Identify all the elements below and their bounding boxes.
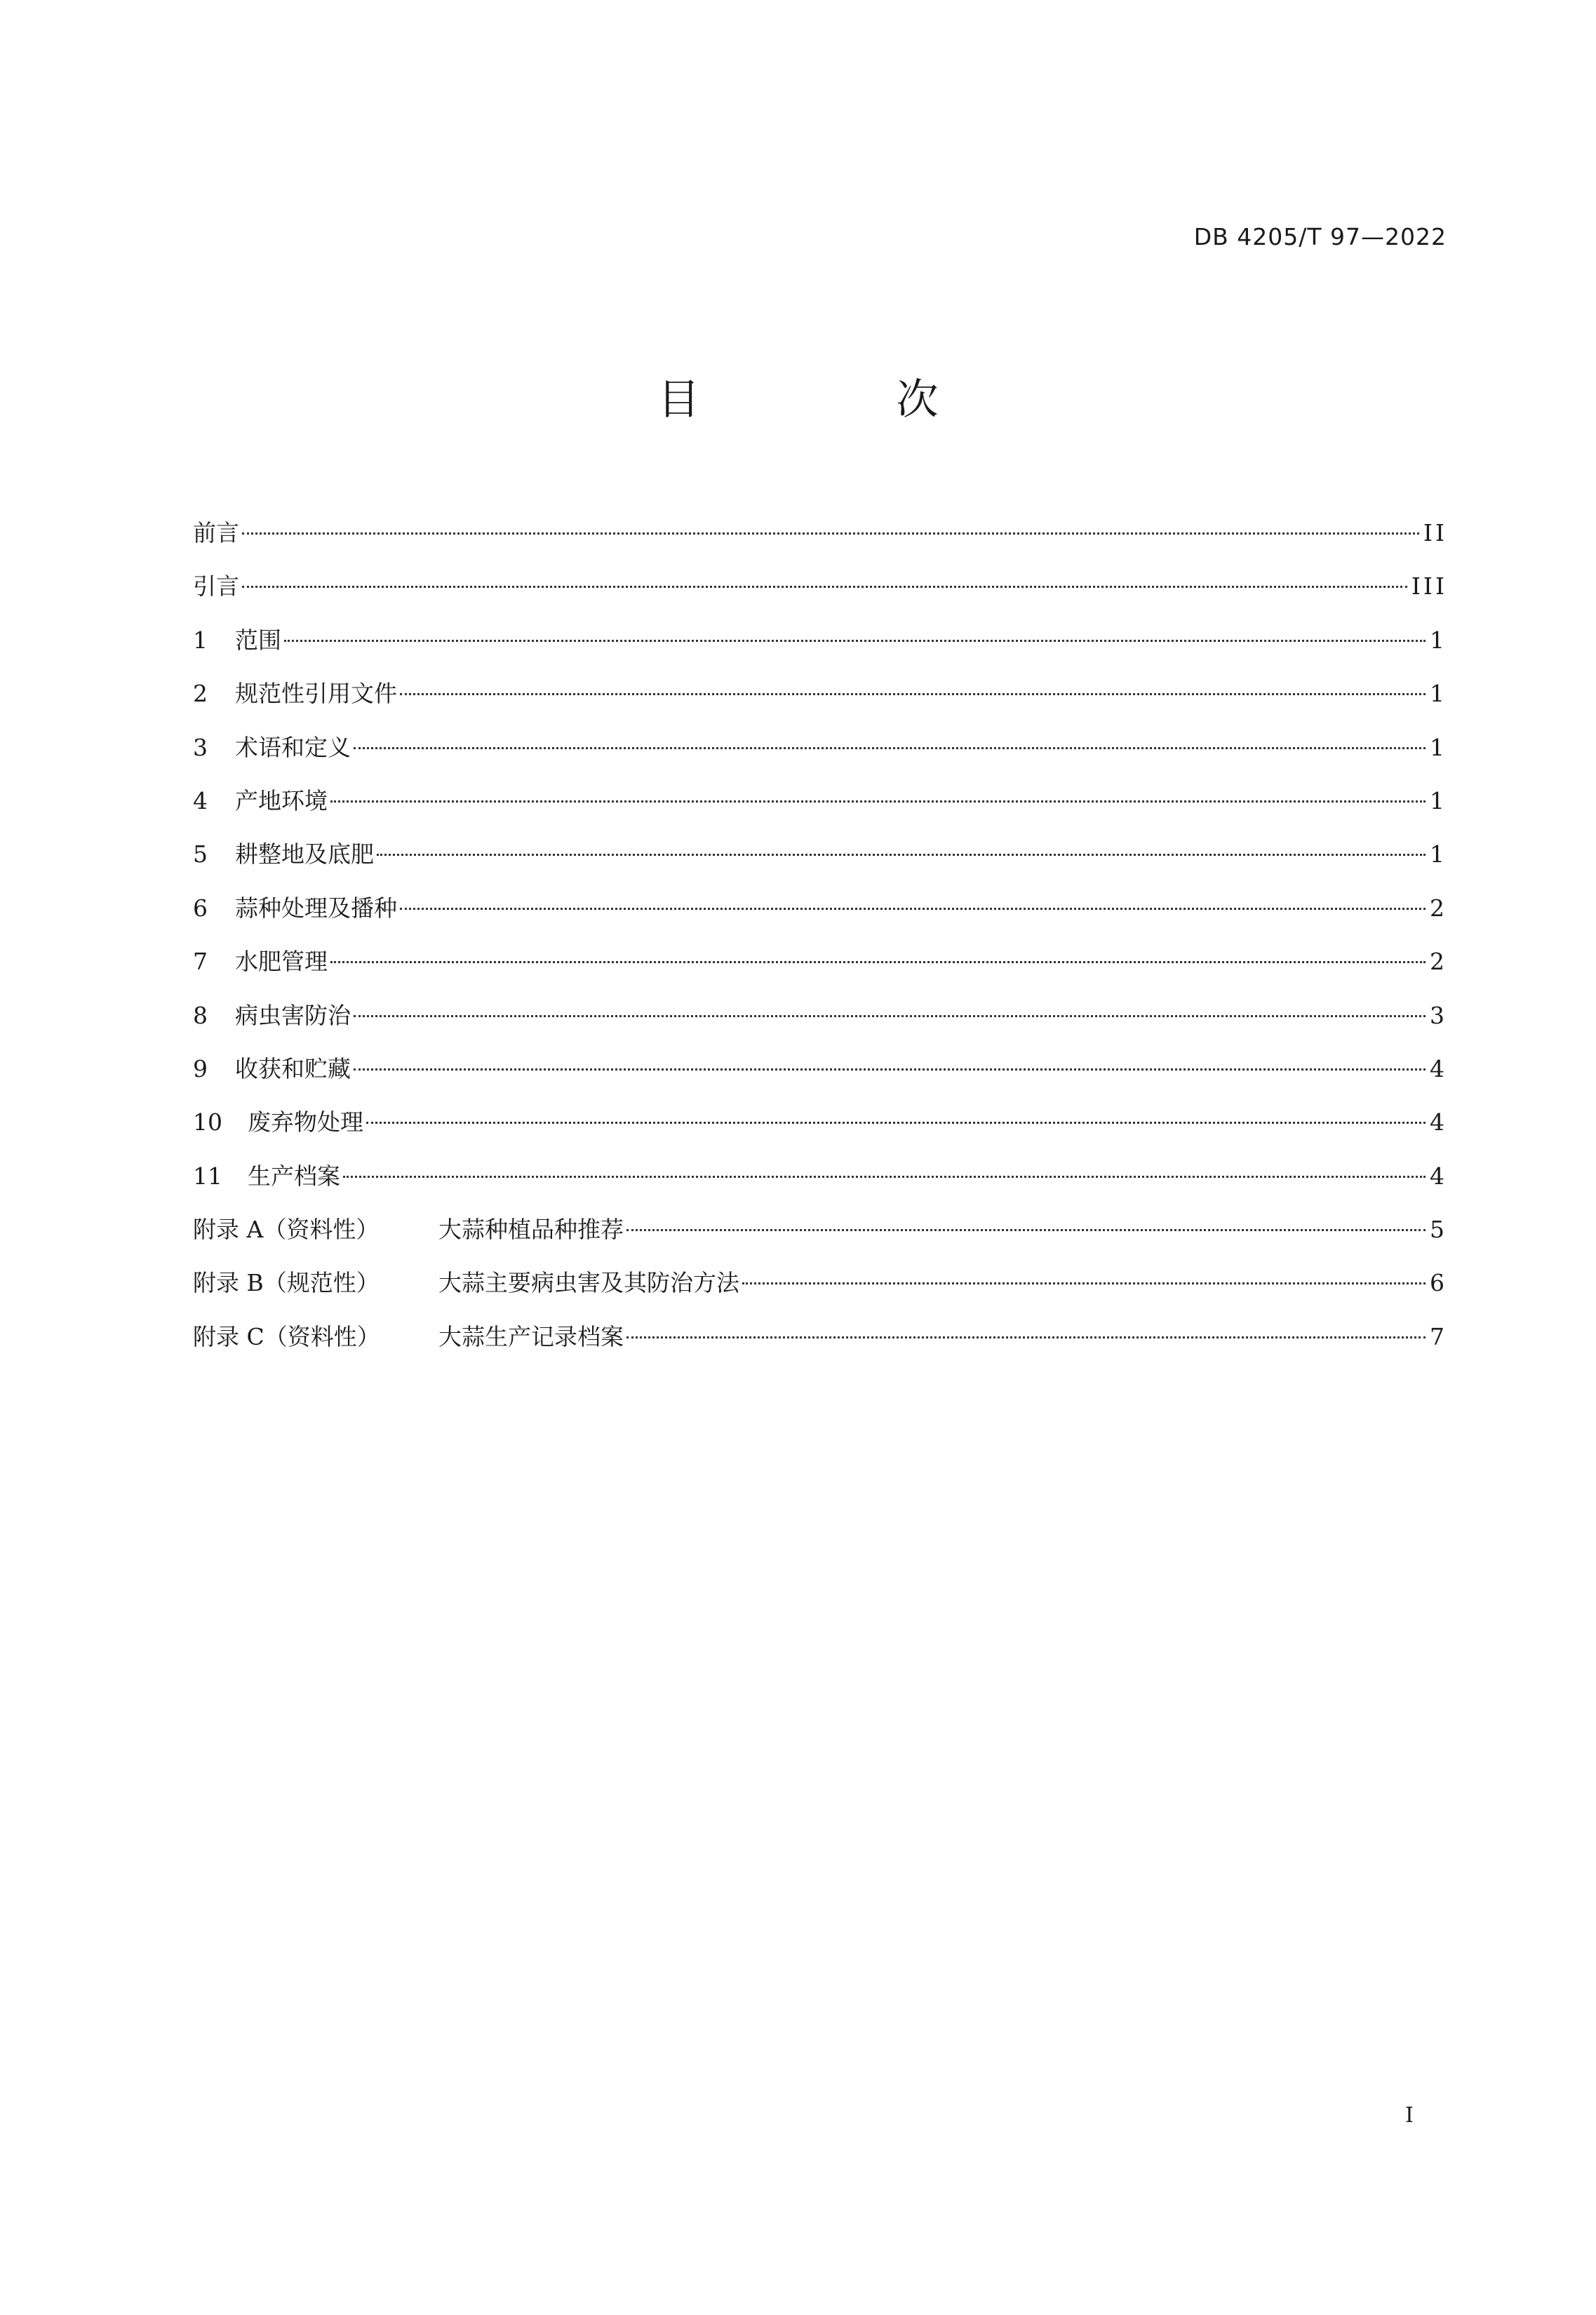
toc-entry-number: 7: [193, 948, 208, 976]
toc-entry-label: 大蒜种植品种推荐: [438, 1216, 624, 1244]
toc-entry-page: 5: [1430, 1216, 1447, 1244]
toc-entry-page: 6: [1430, 1269, 1447, 1297]
toc-entry-foreword[interactable]: [193, 506, 1447, 560]
toc-dot-leader: [330, 961, 1426, 963]
toc-entry-page: 4: [1430, 1054, 1447, 1082]
toc-dot-leader: [400, 693, 1426, 695]
toc-entry-label: 病虫害防治: [235, 1001, 351, 1029]
toc-dot-leader: [354, 747, 1426, 749]
toc-dot-leader: [284, 640, 1426, 642]
toc-entry-section-4[interactable]: [193, 774, 1447, 828]
toc-entry-label: 生产档案: [248, 1162, 340, 1190]
toc-entry-label: 收获和贮藏: [235, 1054, 351, 1082]
toc-entry-number: 1: [193, 626, 208, 654]
toc-entry-section-3[interactable]: [193, 721, 1447, 774]
page-title: 目 次: [657, 375, 1016, 424]
toc-dot-leader: [343, 1176, 1426, 1178]
toc-entry-label: 范围: [235, 626, 281, 654]
toc-entry-number: 11: [193, 1162, 222, 1190]
toc-entry-page: 4: [1430, 1108, 1447, 1136]
toc-entry-number: 6: [193, 894, 208, 922]
toc-entry-section-5[interactable]: [193, 828, 1447, 881]
toc-entry-label: 大蒜主要病虫害及其防治方法: [438, 1269, 739, 1297]
toc-entry-section-11[interactable]: [193, 1150, 1447, 1203]
toc-entry-page: 1: [1430, 733, 1447, 761]
table-of-contents: [193, 506, 1447, 1364]
toc-entry-page: 2: [1430, 894, 1447, 922]
toc-dot-leader: [626, 1229, 1426, 1231]
toc-entry-page: 1: [1430, 680, 1447, 708]
toc-dot-leader: [742, 1282, 1426, 1284]
toc-entry-section-1[interactable]: [193, 614, 1447, 667]
toc-entry-section-7[interactable]: [193, 935, 1447, 988]
toc-entry-label: 耕整地及底肥: [235, 840, 374, 868]
toc-entry-introduction[interactable]: [193, 560, 1447, 613]
toc-entry-page: 4: [1430, 1162, 1447, 1190]
toc-dot-leader: [626, 1336, 1426, 1338]
toc-entry-page: 3: [1430, 1001, 1447, 1029]
toc-entry-section-9[interactable]: [193, 1042, 1447, 1096]
toc-entry-appendix-a[interactable]: [193, 1203, 1447, 1256]
page-number: I: [1405, 2103, 1414, 2128]
toc-entry-number: 4: [193, 786, 208, 814]
toc-entry-label: 术语和定义: [235, 733, 351, 761]
toc-entry-number: 9: [193, 1054, 208, 1082]
toc-entry-page: III: [1411, 572, 1447, 600]
toc-entry-label: 规范性引用文件: [235, 680, 397, 708]
toc-appendix-tag: 附录 B（规范性）: [193, 1269, 380, 1297]
toc-entry-appendix-c[interactable]: [193, 1310, 1447, 1364]
toc-dot-leader: [242, 532, 1419, 535]
toc-entry-label: 废弃物处理: [248, 1108, 363, 1136]
toc-dot-leader: [330, 800, 1426, 803]
document-code: DB 4205/T 97—2022: [1193, 223, 1447, 250]
toc-entry-appendix-b[interactable]: [193, 1256, 1447, 1310]
toc-entry-section-2[interactable]: [193, 667, 1447, 720]
toc-entry-page: 1: [1430, 626, 1447, 654]
toc-entry-section-8[interactable]: [193, 989, 1447, 1042]
toc-entry-page: 7: [1430, 1322, 1447, 1350]
toc-dot-leader: [366, 1122, 1426, 1124]
toc-entry-label: 水肥管理: [235, 948, 328, 976]
toc-entry-label: 蒜种处理及播种: [235, 894, 397, 922]
toc-dot-leader: [354, 1015, 1426, 1017]
toc-entry-page: 2: [1430, 948, 1447, 976]
toc-entry-label: 大蒜生产记录档案: [438, 1322, 624, 1350]
toc-dot-leader: [400, 908, 1426, 910]
toc-entry-number: 8: [193, 1001, 208, 1029]
toc-entry-label: 产地环境: [235, 786, 328, 814]
toc-entry-number: 2: [193, 680, 208, 708]
toc-appendix-tag: 附录 C（资料性）: [193, 1322, 380, 1350]
toc-entry-page: II: [1423, 519, 1447, 546]
toc-appendix-tag: 附录 A（资料性）: [193, 1216, 380, 1244]
toc-entry-page: 1: [1430, 840, 1447, 868]
toc-dot-leader: [242, 586, 1407, 588]
toc-dot-leader: [354, 1068, 1426, 1071]
toc-dot-leader: [377, 854, 1426, 856]
toc-entry-page: 1: [1430, 786, 1447, 814]
toc-entry-number: 5: [193, 840, 208, 868]
toc-entry-number: 10: [193, 1108, 222, 1136]
toc-entry-section-10[interactable]: [193, 1096, 1447, 1149]
toc-entry-label: 前言: [193, 519, 239, 546]
toc-entry-section-6[interactable]: [193, 882, 1447, 935]
toc-entry-number: 3: [193, 733, 208, 761]
toc-entry-label: 引言: [193, 572, 239, 600]
